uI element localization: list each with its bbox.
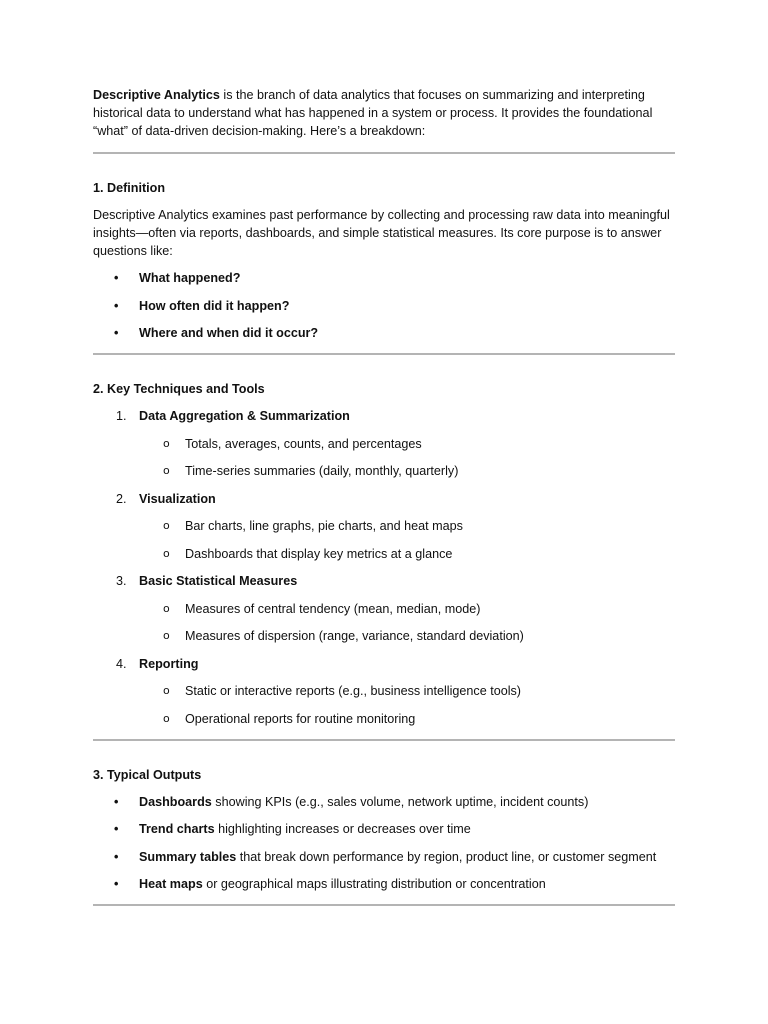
bullet-marker: • [114, 849, 119, 864]
list-item [93, 820, 675, 838]
section-heading-outputs: 3. Typical Outputs [93, 767, 202, 782]
output-term: Heat maps [139, 877, 203, 891]
list-item [93, 600, 675, 618]
questions-list [93, 269, 675, 342]
divider [93, 904, 675, 906]
number-marker: 3. [116, 574, 127, 588]
number-marker: 4. [116, 656, 127, 671]
list-item [93, 490, 675, 508]
sub-marker: o [163, 464, 170, 477]
divider [93, 353, 675, 355]
sub-marker: o [163, 601, 170, 615]
sub-marker: o [163, 519, 170, 532]
number-marker: 1. [116, 409, 127, 423]
output-term: Trend charts [139, 822, 215, 836]
list-item [93, 517, 675, 535]
sub-marker: o [163, 711, 170, 725]
sub-item-text: Operational reports for routine monitoring [185, 711, 416, 726]
technique-title: Data Aggregation & Summarization [139, 409, 350, 423]
question-text: What happened? [139, 271, 241, 285]
output-text: showing KPIs (e.g., sales volume, network uptime, incident counts) [211, 794, 589, 809]
outputs-list [93, 793, 675, 894]
bullet-marker: • [114, 822, 119, 836]
number-marker: 2. [116, 491, 127, 506]
list-item [93, 269, 675, 287]
output-text: that break down performance by region, product line, or customer segment [236, 849, 657, 864]
list-item [93, 793, 675, 811]
output-term: Dashboards [139, 794, 212, 809]
sub-item-text: Time-series summaries (daily, monthly, quarterly) [185, 464, 459, 478]
sub-item-text: Dashboards that display key metrics at a glance [185, 546, 453, 561]
divider [93, 739, 675, 741]
sub-marker: o [163, 629, 170, 642]
technique-title: Basic Statistical Measures [139, 574, 298, 588]
bullet-marker: • [114, 794, 119, 809]
question-text: Where and when did it occur? [139, 326, 319, 340]
divider [93, 152, 675, 154]
list-item [93, 682, 675, 700]
section-heading-definition: 1. Definition [93, 181, 166, 195]
sub-marker: o [163, 684, 170, 697]
intro-paragraph [93, 86, 675, 140]
list-item [93, 462, 675, 480]
list-item [93, 297, 675, 315]
sub-item-text: Measures of dispersion (range, variance, standard deviation) [185, 629, 524, 643]
list-item [93, 545, 675, 563]
techniques-list [93, 407, 675, 728]
list-item [93, 324, 675, 342]
sub-marker: o [163, 436, 170, 450]
list-item [93, 435, 675, 453]
intro-term: Descriptive Analytics [93, 88, 220, 102]
list-item [93, 710, 675, 728]
list-item [93, 655, 675, 673]
bullet-marker: • [114, 326, 119, 340]
list-item [93, 848, 675, 866]
output-text: highlighting increases or decreases over time [214, 822, 471, 836]
sub-item-text: Measures of central tendency (mean, median, mode) [185, 601, 481, 616]
intro-text: is the branch of data analytics that focuses on summarizing and interpreting historical data to understand what has happened in a system or process. It provides the foundational “what” of data-driven decision-making. Here’s a breakdown: [93, 88, 653, 138]
question-text: How often did it happen? [139, 298, 290, 313]
sub-item-text: Static or interactive reports (e.g., business intelligence tools) [185, 684, 521, 698]
bullet-marker: • [114, 298, 119, 313]
sub-item-text: Bar charts, line graphs, pie charts, and heat maps [185, 519, 463, 533]
list-item [93, 572, 675, 590]
list-item [93, 407, 675, 425]
definition-paragraph: Descriptive Analytics examines past performance by collecting and processing raw data into meaningful insights—often via reports, dashboards, and simple statistical measures. Its core purpose is to answer questions like: [93, 208, 670, 258]
document-page [93, 86, 675, 906]
bullet-marker: • [114, 877, 119, 891]
output-term: Summary tables [139, 849, 237, 864]
technique-title: Reporting [139, 656, 199, 671]
list-item [93, 627, 675, 645]
output-text: or geographical maps illustrating distribution or concentration [202, 877, 546, 891]
technique-title: Visualization [139, 491, 216, 506]
sub-item-text: Totals, averages, counts, and percentages [185, 436, 422, 451]
list-item [93, 875, 675, 893]
section-heading-techniques: 2. Key Techniques and Tools [93, 382, 265, 396]
bullet-marker: • [114, 271, 119, 285]
sub-marker: o [163, 546, 170, 560]
